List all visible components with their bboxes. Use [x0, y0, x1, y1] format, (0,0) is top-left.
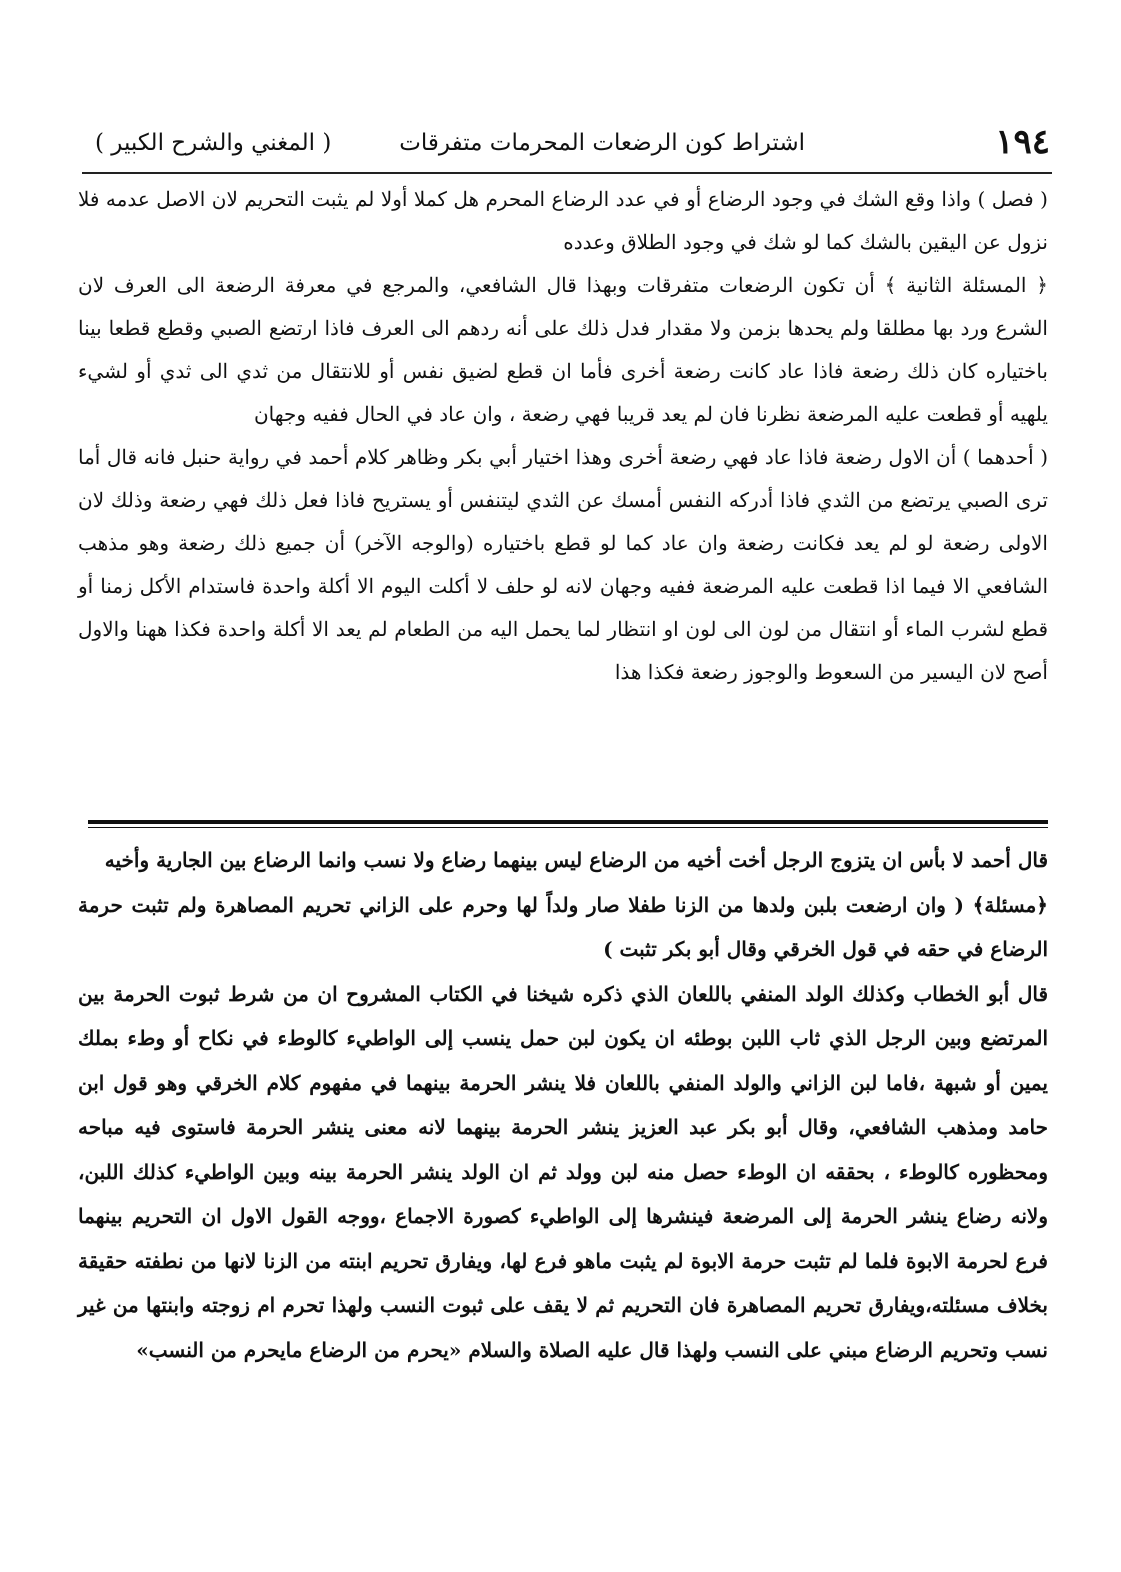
commentary-paragraph: ( فصل ) واذا وقع الشك في وجود الرضاع أو في عدد الرضاع المحرم هل كملا أولا لم يثبت التحريم لان الاصل عدمه فلا نزول عن اليقين بالشك كما لو شك في وجود الطلاق وعدده — [78, 187, 1048, 254]
main-paragraph: قال أبو الخطاب وكذلك الولد المنفي باللعان الذي ذكره شيخنا في الكتاب المشروح ان من شرط ثبوت الحرمة بين المرتضع وبين الرجل الذي ثاب اللبن بوطئه ان يكون لبن حمل ينسب إلى الواطيء كالوطء في نكاح أو وطء بملك يمين أو شبهة ،فاما لبن الزاني والولد المنفي باللعان فلا ينشر الحرمة بينهما في مفهوم كلام الخرقي وهو قول ابن حامد ومذهب الشافعي، وقال أبو بكر عبد العزيز ينشر الحرمة بينهما لانه معنى ينشر الحرمة فاستوى فيه مباحه ومحظوره كالوطء ، بحققه ان الوطء حصل منه لبن وولد ثم ان الولد ينشر الحرمة بينه وبين الواطيء كذلك اللبن، ولانه رضاع ينشر الحرمة إلى المرضعة فينشرها إلى الواطيء كصورة الاجماع ،ووجه القول الاول ان التحريم بينهما فرع لحرمة الابوة فلما لم تثبت حرمة الابوة لم يثبت ماهو فرع لها، ويفارق تحريم ابنته من الزنا لانها من نطفته حقيقة بخلاف مسئلته،ويفارق تحريم المصاهرة فان التحريم ثم لا يقف على ثبوت النسب ولهذا تحرم ام زوجته وابنتها من غير نسب وتحريم الرضاع مبني على النسب ولهذا قال عليه الصلاة والسلام «يحرم من الرضاع مايحرم من النسب» — [78, 981, 1048, 1362]
header-rule — [82, 172, 1052, 174]
main-paragraph: قال أحمد لا بأس ان يتزوج الرجل أخت أخيه من الرضاع ليس بينهما رضاع ولا نسب وانما الرضاع بين الجارية وأخيه — [104, 848, 1048, 872]
commentary-paragraph: ﴿ المسئلة الثانية ﴾ أن تكون الرضعات متفرقات وبهذا قال الشافعي، والمرجع في معرفة الرضعة الى العرف لان الشرع ورد بها مطلقا ولم يحدها بزمن ولا مقدار فدل ذلك على أنه ردهم الى العرف فاذا ارتضع الصبي وقطع قطعا بينا باختياره كان ذلك رضعة فاذا عاد كانت رضعة أخرى فأما ان قطع لضيق نفس أو للانتقال من ثدي الى ثدي أو لشيء يلهيه أو قطعت عليه المرضعة نظرنا فان لم يعد قريبا فهي رضعة ، وان عاد في الحال ففيه وجهان — [78, 273, 1048, 426]
commentary-section — [78, 178, 1048, 694]
main-text-section — [78, 838, 1048, 1372]
page-header — [95, 120, 1050, 172]
divider-thick-rule — [88, 820, 1048, 824]
running-title: اشتراط كون الرضعات المحرمات متفرقات — [399, 130, 805, 156]
book-title: ( المغني والشرح الكبير ) — [95, 130, 332, 156]
page-number: ١٩٤ — [995, 122, 1050, 162]
main-paragraph: ﴿مسئلة﴾ ( وان ارضعت بلبن ولدها من الزنا طفلا صار ولداً لها وحرم على الزاني تحريم المصاهرة ولم تثبت حرمة الرضاع في حقه في قول الخرقي وقال أبو بكر تثبت ) — [78, 892, 1048, 961]
section-divider — [88, 820, 1048, 828]
commentary-paragraph: ( أحدهما ) أن الاول رضعة فاذا عاد فهي رضعة أخرى وهذا اختيار أبي بكر وظاهر كلام أحمد في رواية حنبل فانه قال أما ترى الصبي يرتضع من الثدي فاذا أدركه النفس أمسك عن الثدي ليتنفس أو يستريح فاذا فعل ذلك فهي رضعة وذلك لان الاولى رضعة لو لم يعد فكانت رضعة وان عاد كما لو قطع باختياره (والوجه الآخر) أن جميع ذلك رضعة وهو مذهب الشافعي الا فيما اذا قطعت عليه المرضعة ففيه وجهان لانه لو حلف لا أكلت اليوم الا أكلة واحدة فاستدام الأكل زمنا أو قطع لشرب الماء أو انتقال من لون الى لون او انتظار لما يحمل اليه من الطعام لم يعد الا أكلة واحدة فكذا ههنا والاول أصح لان اليسير من السعوط والوجوز رضعة فكذا هذا — [78, 445, 1048, 684]
divider-thin-rule — [88, 827, 1048, 828]
